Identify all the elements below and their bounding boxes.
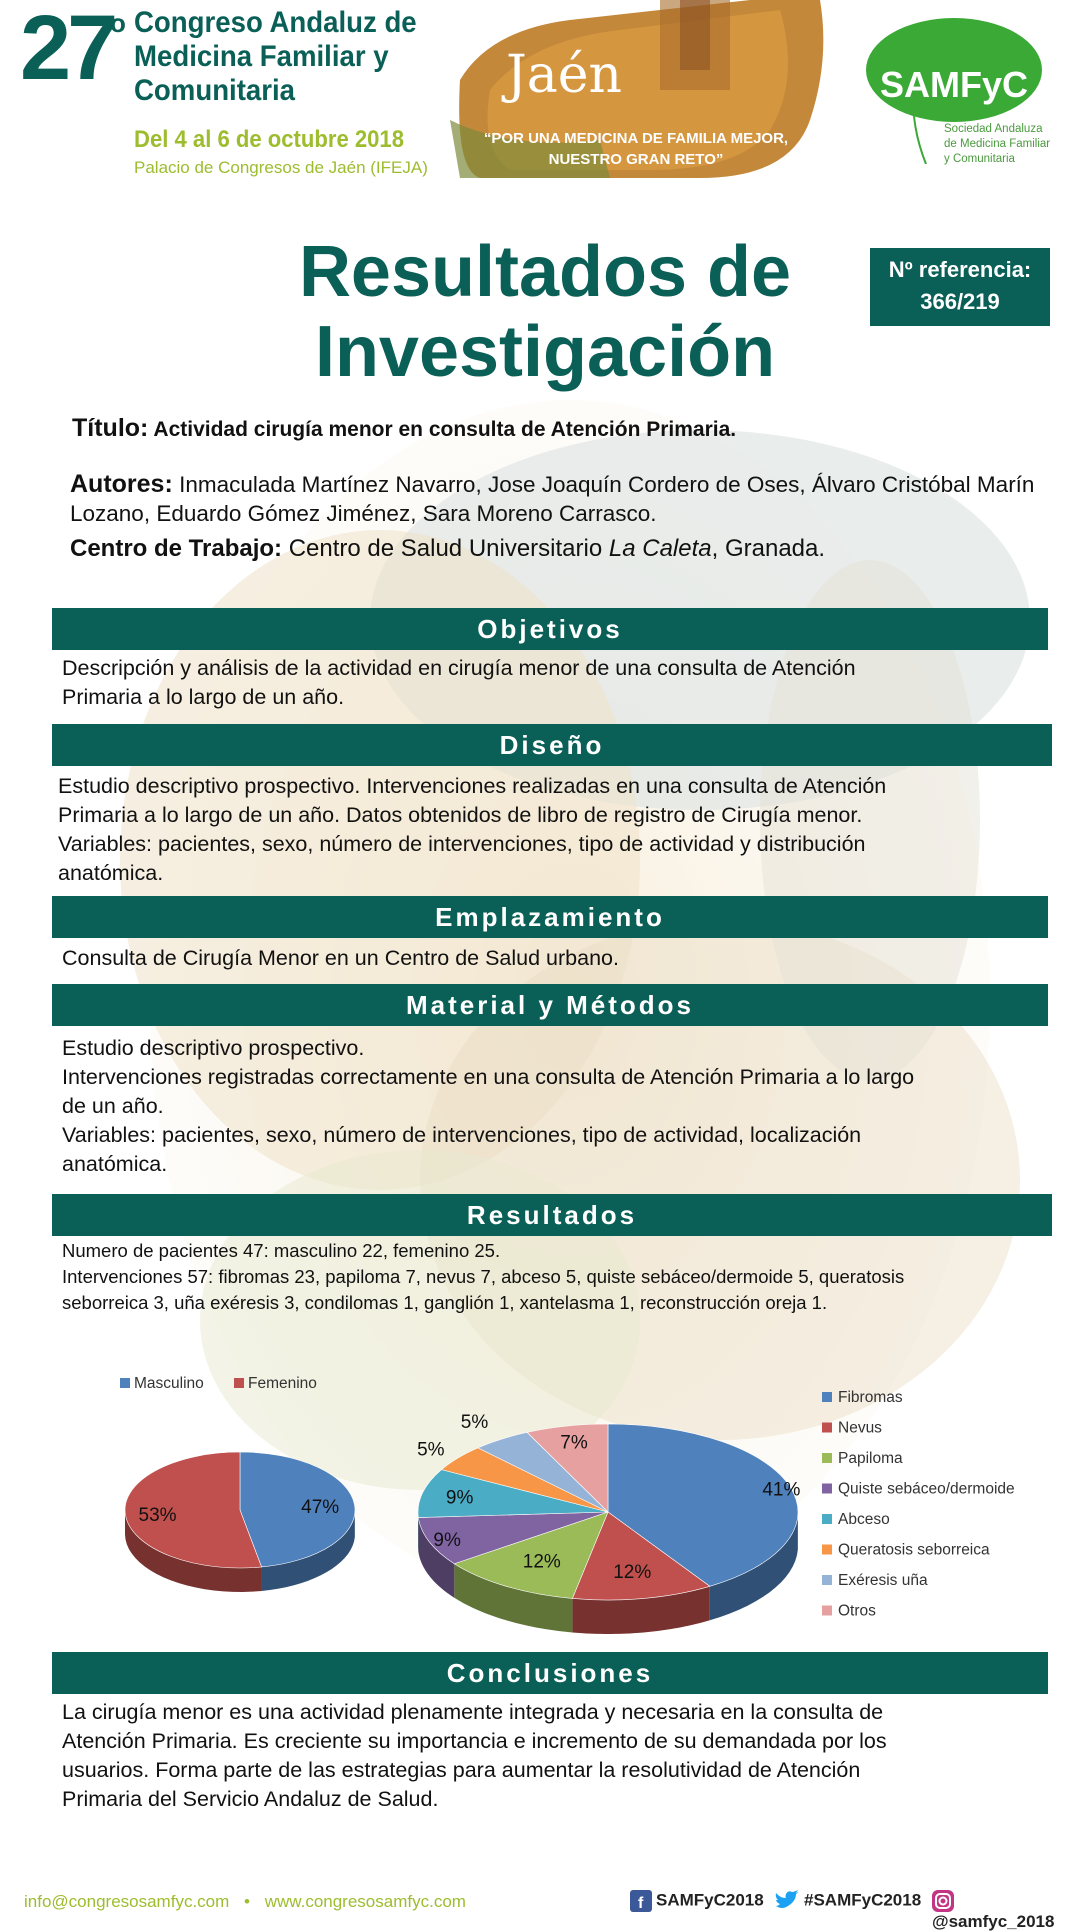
legend-swatch-abceso: [822, 1514, 832, 1524]
section-body-resultados: [62, 1238, 1052, 1316]
footer-web-link[interactable]: www.congresosamfyc.com: [265, 1892, 466, 1911]
footer-twitter[interactable]: [774, 1890, 921, 1912]
section-heading-diseno: Diseño: [52, 724, 1052, 766]
section-body-emplazamiento: [62, 944, 1052, 973]
titulo-label: Título:: [72, 414, 148, 442]
pie-label-nevus: 12%: [613, 1562, 651, 1583]
section-heading-material: Material y Métodos: [52, 984, 1048, 1026]
legend-item-femenino: Femenino: [248, 1375, 317, 1392]
pie-label-femenino: 53%: [139, 1505, 177, 1526]
motto-line-1: “POR UNA MEDICINA DE FAMILIA MEJOR,: [476, 128, 796, 149]
legend-swatch-femenino: [234, 1378, 244, 1388]
poster-title: [210, 232, 880, 392]
pie-label-papiloma: 12%: [523, 1551, 561, 1572]
section-heading-emplazamiento: Emplazamiento: [52, 896, 1048, 938]
legend-item-nevus: Nevus: [838, 1420, 882, 1437]
pie-label-ex-resis-u-a: 5%: [461, 1412, 489, 1433]
legend-swatch-masculino: [120, 1378, 130, 1388]
congress-number: 27: [20, 2, 114, 94]
facebook-handle: SAMFyC2018: [656, 1890, 764, 1909]
legend-item-otros: Otros: [838, 1603, 876, 1620]
congress-dates: Del 4 al 6 de octubre 2018: [134, 126, 404, 154]
legend-item-fibromas: Fibromas: [838, 1389, 903, 1406]
titulo-value: Actividad cirugía menor en consulta de Atención Primaria.: [153, 418, 736, 441]
instagram-handle: @samfyc_2018: [932, 1912, 1054, 1931]
twitter-icon: [774, 1890, 800, 1912]
reference-badge: [870, 248, 1050, 326]
motto-line-2: NUESTRO GRAN RETO”: [476, 149, 796, 170]
conclusiones-line: La cirugía menor es una actividad plenamente integrada y necesaria en la consulta de: [62, 1698, 1052, 1727]
work-title: [72, 414, 1062, 443]
poster-title-line-1: Resultados de: [210, 232, 880, 312]
material-line: anatómica.: [62, 1150, 1052, 1179]
material-line: Variables: pacientes, sexo, número de intervenciones, tipo de actividad, localización: [62, 1121, 1052, 1150]
svg-text:f: f: [638, 1895, 644, 1912]
chart-interventions-pie: [410, 1380, 1050, 1640]
section-heading-conclusiones: Conclusiones: [52, 1652, 1048, 1694]
diseno-line: anatómica.: [58, 859, 1048, 888]
diseno-line: Variables: pacientes, sexo, número de intervenciones, tipo de actividad y distribución: [58, 830, 1048, 859]
legend-swatch-nevus: [822, 1423, 832, 1433]
org-name-line-2: de Medicina Familiar: [944, 137, 1080, 152]
centro-value-italic: La Caleta: [609, 535, 712, 562]
conclusiones-line: Atención Primaria. Es creciente su importancia e incremento de su demandada por los: [62, 1727, 1052, 1756]
samfyc-logo-text: SAMFyC: [866, 40, 1042, 130]
pie-label-fibromas: 41%: [762, 1480, 800, 1501]
legend-swatch-otros: [822, 1606, 832, 1616]
emplazamiento-line: Consulta de Cirugía Menor en un Centro de Salud urbano.: [62, 944, 1052, 973]
section-body-material: [62, 1034, 1052, 1179]
congress-number-superscript: o: [110, 8, 126, 39]
reference-label: Nº referencia:: [870, 254, 1050, 286]
centro-value-end: , Granada.: [712, 535, 825, 562]
legend-swatch-ex-resis-u-a: [822, 1575, 832, 1585]
legend-item-masculino: Masculino: [134, 1375, 204, 1392]
autores-value: Inmaculada Martínez Navarro, Jose Joaquín Cordero de Oses, Álvaro Cristóbal Marín Lozano, Eduardo Gómez Jiménez, Sara Moreno Carrasco.: [70, 472, 1034, 526]
samfyc-org-name: [944, 122, 1080, 167]
legend-item-quiste-seb-ceo-dermoide: Quiste sebáceo/dermoide: [838, 1481, 1015, 1498]
pie-label-abceso: 9%: [446, 1488, 474, 1509]
pie-label-otros: 7%: [560, 1433, 588, 1454]
legend-swatch-quiste-seb-ceo-dermoide: [822, 1484, 832, 1494]
section-body-objetivos: [62, 654, 1052, 712]
legend-item-abceso: Abceso: [838, 1511, 890, 1528]
diseno-line: Primaria a lo largo de un año. Datos obtenidos de libro de registro de Cirugía menor.: [58, 801, 1048, 830]
legend-item-papiloma: Papiloma: [838, 1450, 903, 1467]
resultados-line: seborreica 3, uña exéresis 3, condilomas 1, ganglión 1, xantelasma 1, reconstrucción oreja 1.: [62, 1290, 1052, 1316]
org-name-line-1: Sociedad Andaluza: [944, 122, 1080, 137]
material-line: Estudio descriptivo prospectivo.: [62, 1034, 1052, 1063]
legend-swatch-papiloma: [822, 1453, 832, 1463]
section-body-conclusiones: [62, 1698, 1052, 1814]
centro-label: Centro de Trabajo:: [70, 535, 282, 562]
instagram-icon: [932, 1890, 954, 1912]
material-line: de un año.: [62, 1092, 1052, 1121]
footer-instagram[interactable]: [932, 1890, 1080, 1932]
resultados-line: Numero de pacientes 47: masculino 22, femenino 25.: [62, 1238, 1052, 1264]
conclusiones-line: usuarios. Forma parte de las estrategias para aumentar la resolutividad de Atención: [62, 1756, 1052, 1785]
pie-label-queratosis-seborreica: 5%: [417, 1439, 445, 1460]
section-body-diseno: [58, 772, 1048, 888]
resultados-line: Intervenciones 57: fibromas 23, papiloma 7, nevus 7, abceso 5, quiste sebáceo/dermoide 5, queratosis: [62, 1264, 1052, 1290]
congress-name: Congreso Andaluz de Medicina Familiar y Comunitaria: [134, 6, 428, 108]
chart-sex-pie: [90, 1370, 390, 1600]
congress-venue: Palacio de Congresos de Jaén (IFEJA): [134, 158, 428, 178]
conclusiones-line: Primaria del Servicio Andaluz de Salud.: [62, 1785, 1052, 1814]
congress-motto: [476, 128, 796, 170]
legend-item-queratosis-seborreica: Queratosis seborreica: [838, 1542, 990, 1559]
pie-label-masculino: 47%: [301, 1497, 339, 1518]
workplace: [70, 534, 1060, 564]
objetivos-line: Primaria a lo largo de un año.: [62, 683, 1052, 712]
authors: [70, 470, 1060, 528]
objetivos-line: Descripción y análisis de la actividad en cirugía menor de una consulta de Atención: [62, 654, 1052, 683]
section-heading-resultados: Resultados: [52, 1194, 1052, 1236]
autores-label: Autores:: [70, 470, 173, 498]
org-name-line-3: y Comunitaria: [944, 152, 1080, 167]
centro-value: Centro de Salud Universitario: [289, 535, 603, 562]
material-line: Intervenciones registradas correctamente en una consulta de Atención Primaria a lo largo: [62, 1063, 1052, 1092]
pie-label-quiste-seb-ceo-dermoide: 9%: [433, 1530, 461, 1551]
city-name: Jaén: [426, 0, 702, 110]
section-heading-objetivos: Objetivos: [52, 608, 1048, 650]
footer-facebook[interactable]: [630, 1890, 764, 1912]
footer-separator: •: [244, 1892, 250, 1911]
reference-value: 366/219: [870, 286, 1050, 318]
diseno-line: Estudio descriptivo prospectivo. Intervenciones realizadas en una consulta de Atención: [58, 772, 1048, 801]
poster-title-line-2: Investigación: [210, 312, 880, 392]
facebook-icon: [630, 1890, 652, 1912]
legend-swatch-queratosis-seborreica: [822, 1545, 832, 1555]
footer-email-link[interactable]: info@congresosamfyc.com: [24, 1892, 229, 1911]
legend-item-ex-resis-u-a: Exéresis uña: [838, 1572, 928, 1589]
footer-contact: [24, 1892, 466, 1912]
twitter-handle: #SAMFyC2018: [804, 1890, 921, 1909]
legend-swatch-fibromas: [822, 1392, 832, 1402]
